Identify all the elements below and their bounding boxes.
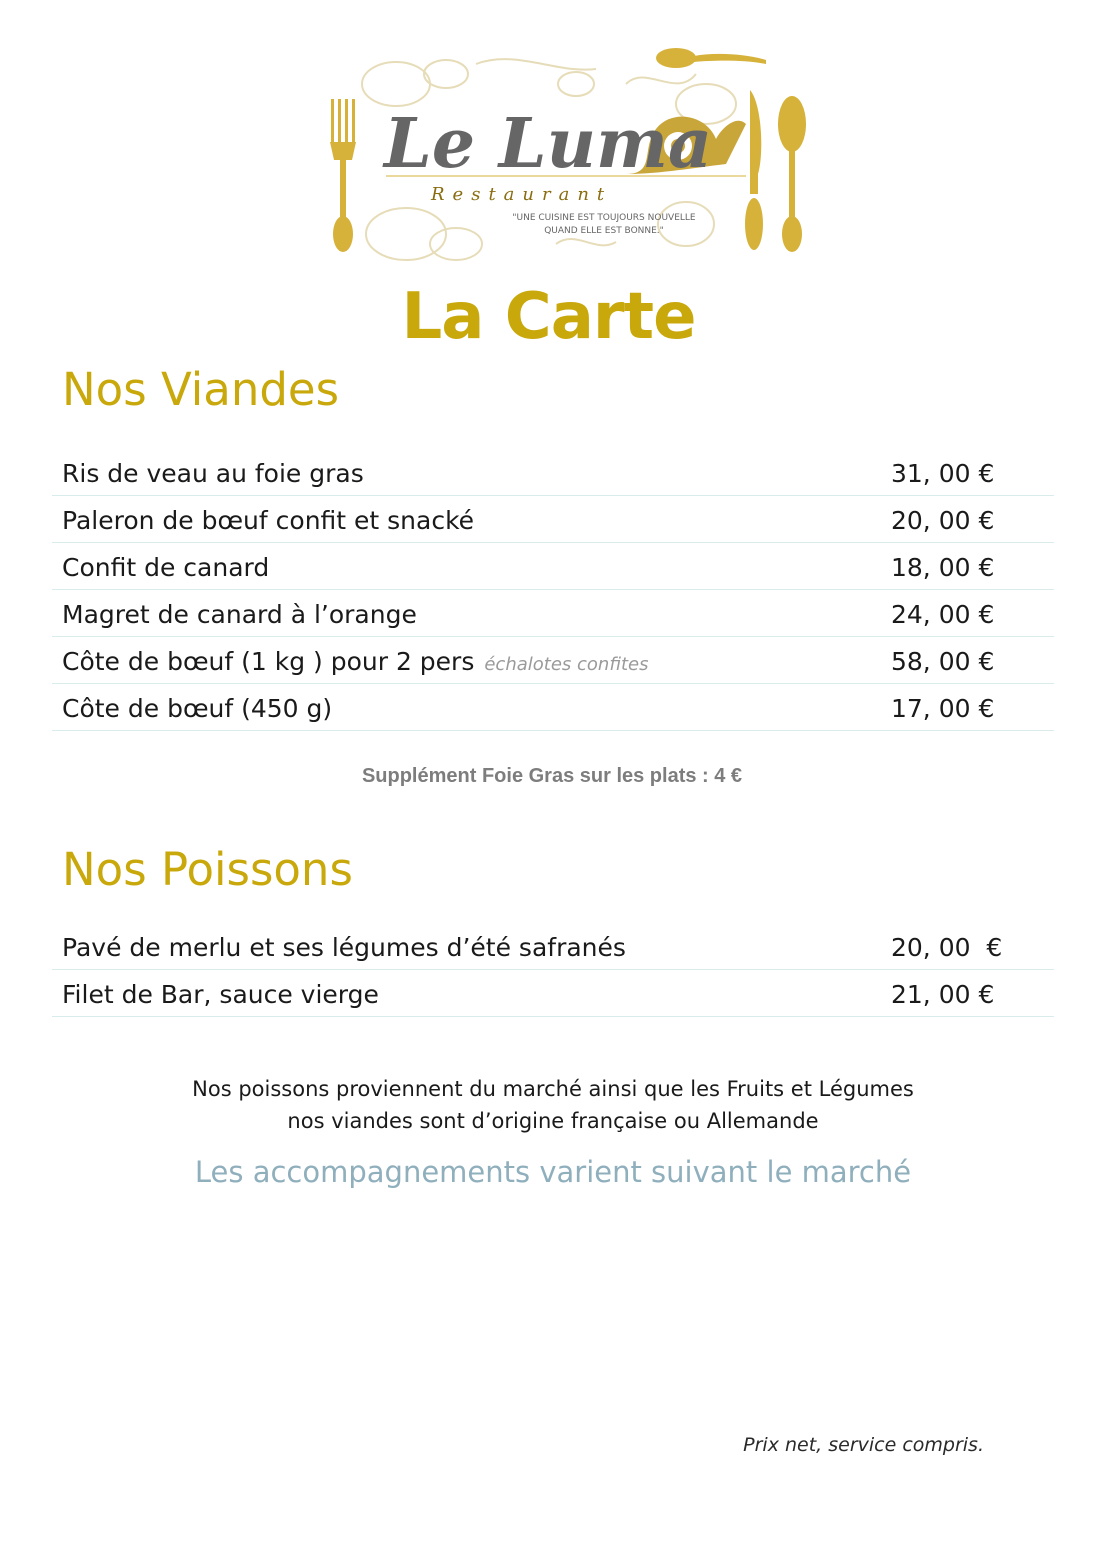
dish-name: Paleron de bœuf confit et snacké <box>62 506 475 535</box>
menu-viandes <box>52 449 1054 731</box>
dish-price: 18, 00 € <box>891 553 995 582</box>
logo-brand: Le Luma <box>384 104 713 184</box>
dish-price: 17, 00 € <box>891 694 995 723</box>
dish-name: Filet de Bar, sauce vierge <box>62 980 379 1009</box>
dish-name: Côte de bœuf (1 kg ) pour 2 pers échalotes confites <box>62 647 649 676</box>
menu-poissons <box>52 923 1054 1017</box>
dish-name: Confit de canard <box>62 553 270 582</box>
dish-price: 20, 00 € <box>891 933 1003 962</box>
menu-row <box>52 590 1054 637</box>
restaurant-logo <box>326 44 812 262</box>
dish-price: 58, 00 € <box>891 647 995 676</box>
menu-row <box>52 684 1054 731</box>
info-line-2: nos viandes sont d’origine française ou Allemande <box>287 1109 819 1133</box>
menu-row <box>52 543 1054 590</box>
dish-price: 31, 00 € <box>891 459 995 488</box>
menu-row <box>52 970 1054 1017</box>
dish-note: échalotes confites <box>484 654 649 675</box>
accompagnements-note: Les accompagnements varient suivant le marché <box>194 1155 912 1189</box>
dish-name: Pavé de merlu et ses légumes d’été safranés <box>62 933 626 962</box>
dish-price: 20, 00 € <box>891 506 995 535</box>
menu-row <box>52 923 1054 970</box>
dish-price: 24, 00 € <box>891 600 995 629</box>
footer-note: Prix net, service compris. <box>743 1434 984 1456</box>
menu-row <box>52 637 1054 684</box>
info-line-1: Nos poissons proviennent du marché ainsi que les Fruits et Légumes <box>192 1077 914 1101</box>
logo-subtitle: Restaurant <box>431 184 613 205</box>
menu-row <box>52 449 1054 496</box>
logo-tagline-1: "UNE CUISINE EST TOUJOURS NOUVELLE <box>512 213 696 223</box>
dish-price: 21, 00 € <box>891 980 995 1009</box>
dish-name: Côte de bœuf (450 g) <box>62 694 333 723</box>
dish-name: Magret de canard à l’orange <box>62 600 417 629</box>
section-title-poissons: Nos Poissons <box>62 843 353 896</box>
menu-row <box>52 496 1054 543</box>
logo-tagline-2: QUAND ELLE EST BONNE." <box>544 226 664 236</box>
section-title-viandes: Nos Viandes <box>62 363 340 416</box>
supplement-note: Supplément Foie Gras sur les plats : 4 € <box>361 765 743 787</box>
page-title: La Carte <box>401 280 696 354</box>
dish-name: Ris de veau au foie gras <box>62 459 364 488</box>
